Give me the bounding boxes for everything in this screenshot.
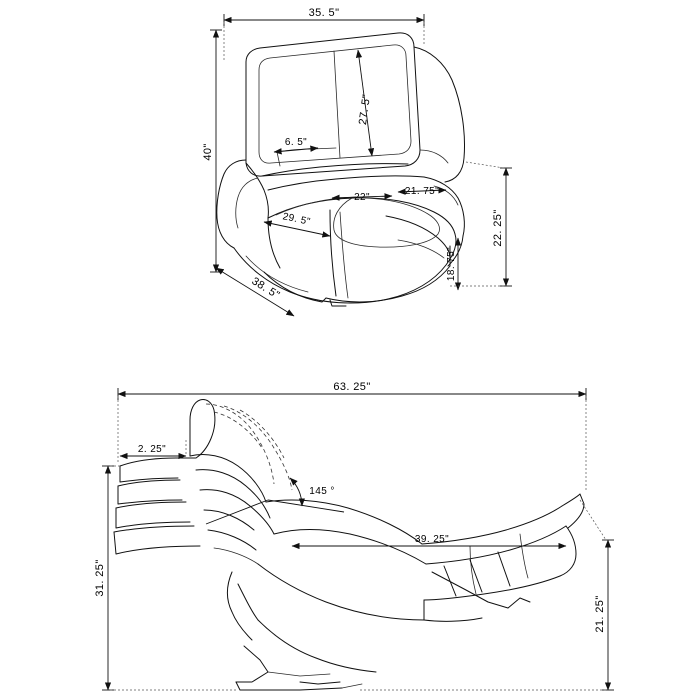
dimension-label-arm-height: 22. 25" xyxy=(492,209,504,247)
dimension-label-footrest-length: 39. 25" xyxy=(414,534,450,545)
dimension-label-height-overall: 40" xyxy=(202,143,214,161)
dimension-height-reclined xyxy=(94,466,238,690)
dimension-label-arm-depth: 29. 5" xyxy=(281,211,312,228)
dimension-reclined-length xyxy=(118,381,586,492)
upright-chair-illustration xyxy=(217,33,465,306)
dimension-label-depth-overall: 38. 5" xyxy=(249,275,282,302)
dimension-seat-depth-inner xyxy=(332,192,392,203)
dimension-label-seat-width: 21. 75" xyxy=(404,186,440,197)
dimension-label-seat-height: 18. 75" xyxy=(446,246,457,282)
dimension-armrest-width xyxy=(274,137,318,152)
dimension-label-armrest-width: 6. 5" xyxy=(284,137,308,148)
dimension-height-overall xyxy=(202,30,222,272)
dimension-depth-overall xyxy=(216,268,294,316)
dimension-label-headrest-offset: 2. 25" xyxy=(137,444,167,455)
dimension-label-seat-depth-inner: 22" xyxy=(354,192,370,203)
dimension-backrest-height xyxy=(357,50,373,156)
dimension-headrest-offset xyxy=(120,440,186,456)
dimension-arm-height xyxy=(450,162,512,286)
dimension-label-height-reclined: 31. 25" xyxy=(94,559,106,597)
dimension-footrest-length xyxy=(292,534,566,546)
dimension-label-footrest-height: 21. 25" xyxy=(594,595,606,633)
dimension-label-reclined-length: 63. 25" xyxy=(333,381,371,393)
dimension-label-recline-angle: 145 ° xyxy=(309,486,335,497)
dimension-seat-width xyxy=(398,186,446,197)
dimension-label-width-overall: 35. 5" xyxy=(308,7,340,19)
dimension-recline-angle xyxy=(206,478,344,524)
dimension-seat-height xyxy=(446,238,458,290)
reclined-chair-illustration xyxy=(114,399,584,690)
dimension-label-backrest-height: 27. 5" xyxy=(356,93,374,126)
